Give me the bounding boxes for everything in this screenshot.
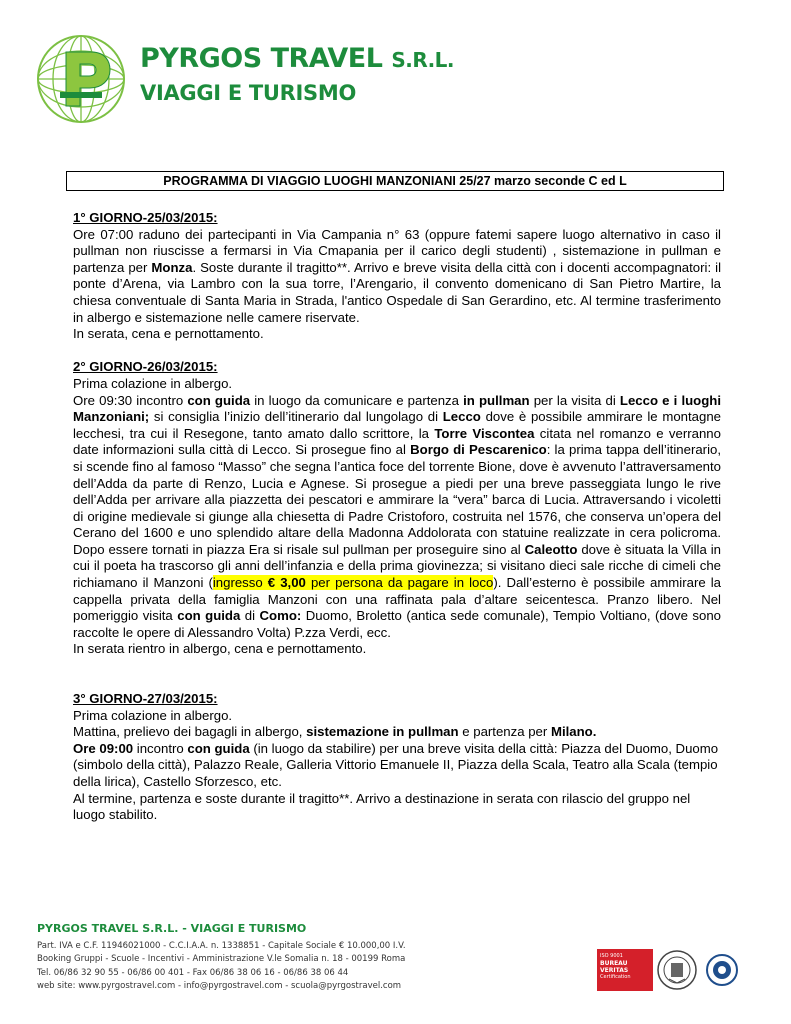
ticket-price-highlight [213, 575, 493, 590]
footer-vat: Part. IVA e C.F. 11946021000 - C.C.I.A.A. n. 1338851 - Capitale Sociale € 10.000,00 I.V. [37, 941, 406, 951]
iso-label: ISO 9001 [600, 953, 623, 959]
day3-closing: Al termine, partenza e soste durante il tragitto**. Arrivo a destinazione in serata con rilascio del gruppo nel luogo stabilito. [73, 790, 691, 823]
bureau-veritas-badge [597, 949, 653, 991]
text-run: ingresso [212, 575, 268, 591]
text-run: incontro [133, 740, 188, 756]
text-run: di [240, 608, 260, 624]
text-run: si consiglia l’inizio dell’itinerario dal lungolago di [149, 409, 443, 425]
day1-paragraph [73, 227, 721, 327]
brand-name-text: PYRGOS TRAVEL [140, 43, 383, 74]
text-run-bold: Lecco [442, 409, 481, 425]
spacer [73, 343, 721, 360]
day3-breakfast: Prima colazione in albergo. [73, 707, 233, 723]
day2-closing: In serata rientro in albergo, cena e pernottamento. [73, 641, 367, 657]
accredia-logo-icon [705, 953, 739, 987]
text-run-bold: sistemazione in pullman [306, 724, 459, 740]
day1-heading: 1° GIORNO-25/03/2015: [73, 210, 218, 225]
day3-morning [73, 724, 721, 741]
text-run: dove è situata la Villa in cui il poeta ha trascorso gli anni dell’infanzia e della prima giovinezza; si visitano dieci sale ricche di cimeli che richiamano il Manzoni ( [73, 541, 721, 591]
footer-web: web site: www.pyrgostravel.com - info@pyrgostravel.com - scuola@pyrgostravel.com [37, 980, 402, 991]
text-run: : la prima tappa dell’itinerario, si scende fino al famoso “Masso” che segna l’antica foce del torrente Bione, dove è avvenuto l’attraversamento dell’Adda da parte di Renzo, Lucia e Agnese. Si prosegue a piedi per una breve passeggiata lungo le rive dell’Adda per arrivare alla piazzetta dei pescatori e ammirare la “vera” barca di Lucia. Attraversando i vicoletti di origine medievale si giunge alla chiesetta di Padre Cristoforo, costruita nel 1576, che conserva un’opera del Cerano del 1600 e uno splendido altare della Madonna Addolorata con statuine realizzate in cera policroma. Dopo essere tornati in piazza Era si risale sul pullman per proseguire sino al [73, 442, 721, 557]
text-run: (in luogo da stabilire) per una breve visita della città: Piazza del Duomo, Duomo (simbolo della città), Palazzo Reale, Galleria Vittorio Emanuele II, Piazza della Scala, Teatro alla Scala (tempio della lirica), Castello Sforzesco, etc. [73, 740, 719, 789]
text-run-bold: in pullman [463, 392, 530, 408]
text-run-bold: Ore 09:00 [73, 740, 134, 756]
footer-title: PYRGOS TRAVEL S.R.L. - VIAGGI E TURISMO [37, 922, 307, 935]
brand-name [140, 44, 454, 75]
text-run: . Soste durante il tragitto**. Arrivo e breve visita della città con i docenti accompagnatori: il ponte d’Arena, via Lambro con la sua torre, l’Arengario, il convento domenicano di San Pietro Martire, la chiesa conventuale di Santa Maria in Strada, l'antico Ospedale di San Gerardino, etc. Al termine trasferimento in albergo e sistemazione nelle camere riservate. [73, 259, 721, 325]
letterhead [36, 34, 756, 124]
text-run: dove è possibile ammirare le montagne lecchesi, tra cui il Resegone, tanto amato dallo scrittore, la [73, 409, 721, 441]
brand-suffix: S.R.L. [391, 48, 455, 72]
footer-phone: Tel. 06/86 32 90 55 - 06/86 00 401 - Fax 06/86 38 06 16 - 06/86 38 06 44 [37, 967, 349, 978]
text-run: Mattina, prelievo dei bagagli in albergo, [73, 724, 307, 740]
text-run: in luogo da comunicare e partenza [250, 392, 464, 408]
footer-address: Booking Gruppi - Scuole - Incentivi - Amministrazione V.le Somalia n. 18 - 00199 Roma [37, 954, 406, 965]
document-title: PROGRAMMA DI VIAGGIO LUOGHI MANZONIANI 25/27 marzo seconde C ed L [66, 171, 724, 191]
text-run: citata nel romanzo e verranno date informazioni sulla città di Lecco. Si prosegue fino al [73, 425, 721, 458]
text-run: ). Dall’esterno è possibile ammirare la cappella privata della famiglia Manzoni con una raffinata pala d’altare seicentesca. Pranzo libero. Nel pomeriggio visita [73, 575, 722, 624]
day2-heading: 2° GIORNO-26/03/2015: [73, 359, 218, 375]
text-run-bold: con guida [187, 740, 250, 756]
text-run: e partenza per [458, 724, 551, 740]
text-run-bold: Milano. [550, 724, 597, 740]
text-run-bold: con guida [187, 392, 251, 408]
certification-logos [597, 949, 737, 991]
text-run-bold: Lecco e i luoghi Manzoniani; [73, 392, 722, 425]
brand-block [140, 44, 454, 107]
day3-heading: 3° GIORNO-27/03/2015: [73, 691, 218, 707]
day2-paragraph [73, 393, 721, 642]
text-run: per persona da pagare in loco [305, 575, 494, 591]
text-run: per la visita di [529, 392, 620, 408]
ticket-price: € 3,00 [267, 575, 306, 591]
bv-name: BUREAU VERITAS [600, 960, 629, 974]
brand-subtitle: VIAGGI E TURISMO [140, 81, 357, 105]
text-run-bold: Caleotto [524, 541, 578, 557]
text-run: Ore 07:00 raduno dei partecipanti in Via Campania n° 63 (oppure fatemi sapere luogo alternativo in caso il pullman non riuscisse a fermarsi in Via Cmapania per il carico degli studenti) , sistemazione in pullman e partenza per [73, 226, 721, 275]
pyrgos-p-globe-icon [36, 34, 126, 124]
text-run-bold: Como: [259, 608, 302, 624]
text-run: Duomo, Broletto (antica sede comunale), Tempio Voltiano, (dove sono raccolte le opere di Alessandro Volta) P.zza Verdi, ecc. [73, 608, 722, 640]
text-run-bold: Borgo di Pescarenico [410, 442, 547, 458]
bv-sub: Certification [600, 974, 631, 980]
spacer [73, 658, 721, 691]
text-run: Ore 09:30 incontro [73, 392, 188, 408]
day2-breakfast: Prima colazione in albergo. [73, 375, 233, 391]
text-run-bold: Torre Viscontea [434, 425, 535, 441]
bureau-veritas-seal-icon [655, 949, 699, 991]
text-run-bold: con guida [177, 608, 241, 624]
day3-tour [73, 741, 721, 791]
text-run-bold: Monza [151, 259, 193, 275]
day1-closing: In serata, cena e pernottamento. [73, 326, 264, 342]
program-body [73, 210, 721, 824]
